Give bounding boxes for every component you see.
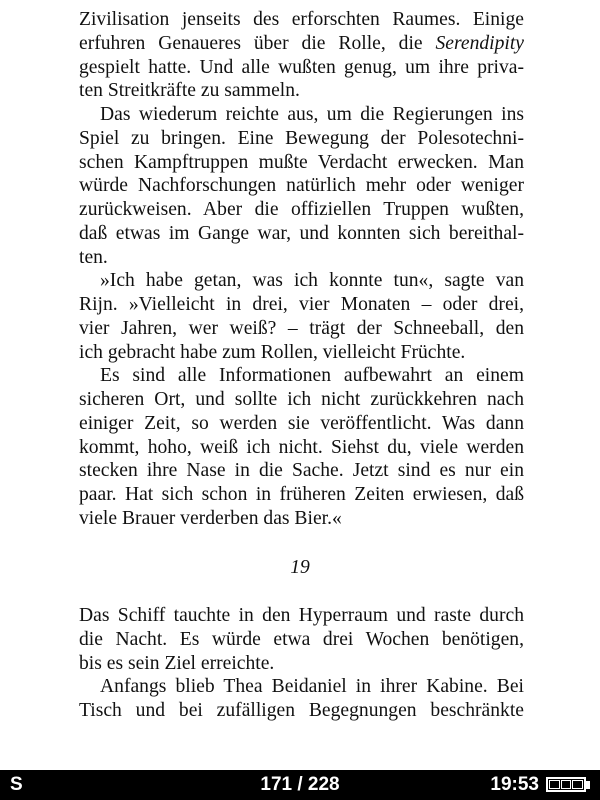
text-line: Es sind alle Informationen aufbewahrt an einem	[100, 365, 524, 387]
text-line: schen Kampftruppen mußte Verdacht erwecken. Man	[79, 151, 524, 173]
text-line: Anfangs blieb Thea Beidaniel in ihrer Kabine. Bei	[100, 676, 524, 698]
text-line: ten.	[79, 246, 108, 268]
text-line: die Nacht. Es würde etwa drei Wochen benötigen,	[79, 628, 524, 650]
text-line: daß etwas im Gange war, und konnten sich bereithal-	[79, 222, 524, 244]
text-line: Das wiederum reichte aus, um die Regierungen ins	[100, 104, 524, 125]
text-line: vier Jahren, wer weiß? – trägt der Schneeball, den	[79, 317, 524, 339]
text-line: gespielt hatte. Und alle wußten genug, um ihre priva-	[79, 56, 524, 78]
text-line: Zivilisation jenseits des erforschten Raumes. Einige	[79, 9, 524, 30]
text-line: sicheren Ort, und sollte ich nicht zurückkehren nach	[79, 389, 524, 410]
text-line: Tisch und bei zufälligen Begegnungen beschränkte	[79, 700, 524, 721]
text-line: Rijn. »Vielleicht in drei, vier Monaten – oder drei,	[79, 294, 524, 315]
text-line: viele Brauer verderben das Bier.«	[79, 507, 342, 529]
text-line: Das Schiff tauchte in den Hyperraum und raste durch	[79, 605, 524, 626]
text-line: »Ich habe getan, was ich konnte tun«, sagte van	[100, 270, 524, 292]
battery-cell	[572, 780, 583, 789]
text-line: erfuhren Genaueres über die Rolle, die Serendipity	[79, 32, 524, 54]
battery-cell	[561, 780, 572, 789]
battery-icon	[546, 777, 586, 792]
text-line: stecken ihre Nase in die Sache. Jetzt sind es nur ein	[79, 460, 524, 482]
clock-time: 19:53	[490, 774, 539, 795]
page-indicator[interactable]: 171 / 228	[260, 774, 340, 795]
text-line: würde Nachforschungen natürlich mehr oder weniger	[79, 175, 524, 197]
battery-cell	[549, 780, 560, 789]
status-bar	[0, 770, 600, 800]
text-line: kommt, hoho, weiß ich nicht. Siehst du, viele werden	[79, 436, 524, 458]
text-line: paar. Hat sich schon in früheren Zeiten erwiesen, daß	[79, 484, 524, 505]
italic-title: Serendipity	[435, 32, 524, 54]
text-line: bis es sein Ziel erreichte.	[79, 652, 275, 674]
chapter-heading: 19	[290, 557, 310, 578]
text-line: Spiel zu bringen. Eine Bewegung der Polesotechni-	[79, 127, 524, 149]
battery-tip-icon	[586, 781, 590, 789]
text-line: zurückweisen. Aber die offiziellen Truppen wußten,	[79, 199, 524, 220]
text-line: ten Streitkräfte zu sammeln.	[79, 80, 300, 102]
text-line: ich gebracht habe zum Rollen, vielleicht Früchte.	[79, 341, 466, 363]
text-line: einiger Zeit, so werden sie veröffentlicht. Was dann	[79, 412, 524, 434]
status-left-label[interactable]: S	[10, 774, 23, 795]
